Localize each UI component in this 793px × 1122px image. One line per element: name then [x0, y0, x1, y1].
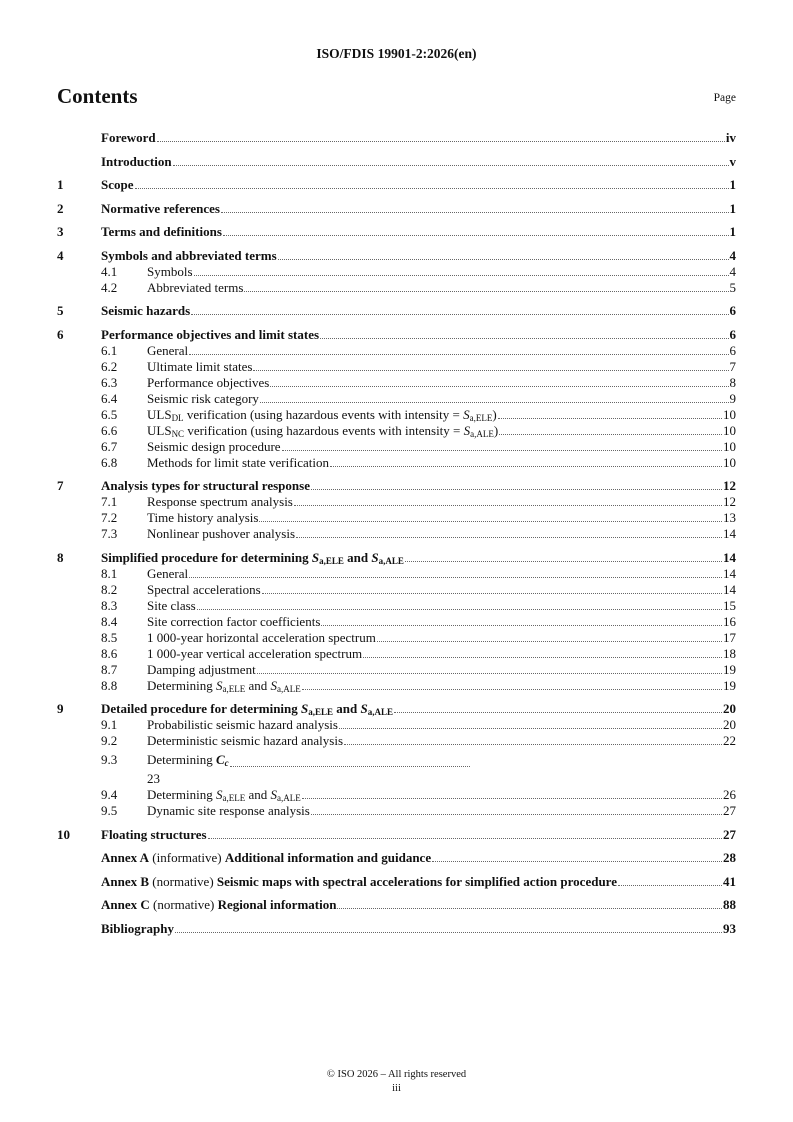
title-part: C: [215, 752, 225, 767]
toc-entry[interactable]: [57, 343, 736, 359]
document-header: ISO/FDIS 19901-2:2026(en): [316, 46, 477, 61]
toc-entry[interactable]: [57, 582, 736, 598]
toc-entry[interactable]: [57, 678, 736, 694]
entry-page-number[interactable]: 6: [729, 326, 736, 342]
title-part: S: [270, 787, 277, 802]
toc-entry[interactable]: [57, 614, 736, 630]
entry-page-number[interactable]: iv: [725, 130, 736, 145]
title-part: ): [493, 422, 499, 438]
title-part: Spectral accelerations: [147, 581, 261, 597]
dot-leader: [377, 641, 722, 642]
entry-page-number[interactable]: 4: [729, 263, 736, 279]
dot-leader: [339, 728, 722, 729]
entry-title[interactable]: [147, 494, 293, 510]
toc-entry[interactable]: [57, 201, 736, 217]
entry-title[interactable]: [101, 921, 174, 937]
title-part: General: [147, 565, 189, 581]
toc-entry[interactable]: [57, 874, 736, 890]
entry-number: 6.7: [101, 438, 118, 454]
title-part: Response spectrum analysis: [147, 494, 293, 509]
title-part: Seismic risk category: [147, 390, 259, 406]
entry-title[interactable]: [147, 733, 343, 749]
toc-entry[interactable]: [57, 455, 736, 471]
entry-page-number[interactable]: 23: [147, 771, 160, 786]
entry-number: 8.7: [101, 661, 118, 677]
title-part: Methods for limit state verification: [147, 454, 329, 470]
entry-title[interactable]: [147, 630, 376, 646]
entry-number: 6.5: [101, 406, 118, 422]
title-part: S: [463, 406, 470, 422]
entry-page-number[interactable]: 20: [723, 717, 736, 732]
title-part: Simplified procedure for determining: [101, 549, 312, 565]
dot-leader: [405, 561, 722, 562]
entry-page-number[interactable]: 20: [723, 701, 736, 716]
entry-number: 4: [57, 247, 64, 263]
entry-title[interactable]: [147, 526, 295, 542]
entry-page-number[interactable]: 14: [723, 549, 736, 565]
toc-entry[interactable]: [57, 827, 736, 843]
entry-title[interactable]: [147, 439, 281, 455]
title-part: Introduction: [101, 153, 172, 169]
toc-entry[interactable]: [57, 478, 736, 494]
title-part: Nonlinear pushover analysis: [147, 526, 296, 541]
entry-page-number[interactable]: 4: [729, 247, 736, 263]
toc-entry[interactable]: [57, 407, 736, 423]
entry-page-number[interactable]: 1: [729, 177, 736, 192]
dot-leader: [618, 885, 722, 886]
toc-entry[interactable]: [57, 717, 736, 733]
entry-page-number[interactable]: 10: [723, 438, 736, 454]
entry-number: 9.3: [101, 752, 118, 767]
entry-page-number[interactable]: 28: [723, 850, 736, 865]
entry-title[interactable]: [147, 343, 188, 359]
entry-number: 7.1: [101, 494, 118, 509]
title-part: S: [301, 701, 309, 716]
title-part: NC: [171, 428, 185, 439]
entry-number: 9: [57, 701, 64, 716]
toc-entry[interactable]: [57, 733, 736, 749]
title-part: S: [371, 549, 379, 565]
entry-number: 8.5: [101, 629, 118, 645]
title-part: a,ALE: [367, 707, 393, 717]
entry-number: 8.1: [101, 565, 118, 581]
page-title: Contents: [57, 84, 138, 108]
dot-leader: [197, 609, 722, 610]
toc-entry[interactable]: [57, 375, 736, 391]
entry-page-number[interactable]: 6: [729, 342, 736, 358]
dot-leader: [311, 489, 722, 490]
title-part: ULS: [147, 406, 172, 422]
entry-number: 9.1: [101, 717, 118, 732]
title-part: and: [343, 549, 372, 565]
entry-title[interactable]: [147, 717, 338, 733]
entry-title[interactable]: [101, 154, 172, 170]
entry-title[interactable]: [147, 391, 259, 407]
toc-entry[interactable]: [57, 303, 736, 319]
entry-page-number[interactable]: 93: [723, 920, 736, 936]
entry-page-number[interactable]: 7: [729, 358, 736, 374]
dot-leader: [262, 593, 722, 594]
title-part: Normative references: [101, 200, 220, 216]
entry-title[interactable]: [101, 701, 393, 717]
dot-leader: [230, 766, 470, 767]
dot-leader: [189, 577, 722, 578]
title-part: S: [215, 787, 223, 802]
dot-leader: [191, 314, 728, 315]
title-part: S: [463, 422, 471, 438]
toc-entry[interactable]: [57, 224, 736, 240]
dot-leader: [208, 838, 722, 839]
dot-leader: [296, 537, 722, 538]
dot-leader: [270, 386, 728, 387]
entry-page-number[interactable]: 26: [723, 787, 736, 802]
entry-page-number[interactable]: 8: [729, 374, 736, 390]
entry-number: 3: [57, 224, 64, 239]
page-footer: [0, 1068, 793, 1096]
entry-page-number[interactable]: 1: [729, 200, 736, 216]
entry-page-number[interactable]: 15: [723, 597, 736, 613]
title-part: Annex C: [101, 897, 150, 912]
title-part: Seismic hazards: [101, 303, 191, 318]
dot-leader: [189, 354, 728, 355]
table-of-contents: [57, 130, 736, 937]
toc-entry[interactable]: [57, 630, 736, 646]
entry-number: 9.4: [101, 787, 118, 802]
dot-leader: [173, 165, 729, 166]
copyright-notice: © ISO 2026 – All rights reserved: [326, 1069, 467, 1080]
title-part: ): [492, 406, 497, 422]
toc-entry[interactable]: [57, 391, 736, 407]
dot-leader: [344, 744, 722, 745]
title-part: Detailed procedure for determining: [101, 701, 302, 716]
toc-entry[interactable]: [57, 327, 736, 343]
toc-entry[interactable]: [57, 154, 736, 170]
entry-page-number[interactable]: 13: [723, 510, 736, 525]
entry-title[interactable]: [147, 662, 256, 678]
title-part: a,ELE: [222, 793, 246, 803]
title-part: c: [224, 758, 229, 768]
dot-leader: [175, 932, 722, 933]
entry-number: 9.2: [101, 733, 118, 748]
entry-page-number[interactable]: 18: [723, 645, 736, 661]
title-part: Performance objectives and limit states: [101, 326, 320, 342]
entry-title[interactable]: [147, 423, 498, 439]
toc-entry[interactable]: [57, 566, 736, 582]
title-part: S: [311, 549, 320, 565]
entry-number: 6.1: [101, 342, 118, 358]
title-part: Performance objectives: [147, 374, 270, 390]
toc-entry[interactable]: [57, 423, 736, 439]
toc-entry[interactable]: [57, 749, 736, 771]
entry-page-number[interactable]: 88: [723, 897, 736, 912]
entry-title[interactable]: [101, 897, 336, 913]
title-part: and: [245, 677, 271, 693]
toc-entry[interactable]: [57, 550, 736, 566]
entry-number: 6.8: [101, 454, 118, 470]
entry-page-number[interactable]: 10: [723, 422, 736, 438]
page-number: iii: [392, 1083, 401, 1094]
dot-leader: [337, 908, 722, 909]
entry-title[interactable]: [147, 510, 258, 526]
dot-leader: [223, 235, 729, 236]
title-part: S: [270, 677, 277, 693]
entry-number: 7.2: [101, 510, 118, 525]
title-part: S: [215, 677, 223, 693]
entry-number: 8.2: [101, 581, 118, 597]
title-part: Symbols and abbreviated terms: [101, 247, 277, 263]
entry-page-number[interactable]: 17: [723, 629, 736, 645]
entry-page-number[interactable]: 16: [723, 613, 736, 629]
title-part: ULS: [147, 422, 172, 438]
entry-number: 5: [57, 303, 64, 318]
title-part: 1 000-year vertical acceleration spectrum: [147, 645, 363, 661]
toc-entry[interactable]: [57, 598, 736, 614]
entry-title[interactable]: [101, 130, 156, 146]
dot-leader: [302, 798, 722, 799]
entry-title[interactable]: [101, 303, 190, 319]
title-part: (normative): [149, 873, 217, 889]
toc-entry[interactable]: [57, 359, 736, 375]
toc-entry[interactable]: [57, 177, 736, 193]
entry-title[interactable]: [147, 646, 362, 662]
title-part: General: [147, 342, 189, 358]
entry-title[interactable]: [147, 566, 188, 582]
entry-title[interactable]: [101, 850, 431, 866]
entry-page-number[interactable]: 14: [723, 581, 736, 597]
title-part: Seismic maps with spectral accelerations for simplified action procedure: [216, 873, 617, 889]
entry-title[interactable]: [147, 407, 497, 423]
entry-page-number[interactable]: 10: [723, 406, 736, 422]
title-part: verification (using hazardous events with intensity =: [184, 422, 464, 438]
dot-leader: [302, 689, 722, 690]
entry-title[interactable]: [147, 803, 310, 819]
entry-page-number[interactable]: 1: [729, 224, 736, 239]
entry-number: 8.6: [101, 645, 118, 661]
toc-entry[interactable]: [57, 921, 736, 937]
dot-leader: [363, 657, 722, 658]
toc-entry[interactable]: [57, 264, 736, 280]
title-part: Damping adjustment: [147, 661, 256, 677]
entry-title[interactable]: [147, 598, 196, 614]
dot-leader: [257, 673, 722, 674]
toc-entry[interactable]: [57, 803, 736, 819]
entry-number: 7.3: [101, 526, 118, 541]
entry-title[interactable]: [147, 264, 193, 280]
entry-number: 6.6: [101, 422, 118, 438]
dot-leader: [499, 434, 722, 435]
entry-title[interactable]: [101, 248, 277, 264]
entry-page-number[interactable]: 41: [723, 873, 736, 889]
title-part: Bibliography: [101, 920, 174, 936]
dot-leader: [294, 505, 722, 506]
title-part: a,ELE: [222, 683, 246, 694]
title-part: Symbols: [147, 263, 193, 279]
title-part: a,ALE: [378, 555, 404, 566]
title-part: DL: [171, 412, 184, 423]
title-part: a,ELE: [319, 555, 344, 566]
entry-title[interactable]: [101, 327, 319, 343]
entry-page-number[interactable]: 19: [723, 661, 736, 677]
dot-leader: [394, 712, 722, 713]
dot-leader: [135, 188, 729, 189]
toc-entry[interactable]: [57, 130, 736, 146]
title-part: Determining: [147, 677, 216, 693]
title-part: a,ALE: [470, 428, 494, 439]
entry-title[interactable]: [147, 678, 301, 694]
dot-leader: [157, 141, 725, 142]
dot-leader: [244, 291, 728, 292]
title-part: Time history analysis: [147, 510, 259, 525]
entry-number: 6.3: [101, 374, 118, 390]
title-part: Annex A: [101, 850, 150, 865]
entry-page-number[interactable]: v: [729, 153, 736, 169]
dot-leader: [278, 259, 729, 260]
toc-entry[interactable]: [57, 897, 736, 913]
title-part: Probabilistic seismic hazard analysis: [147, 717, 338, 732]
title-part: Scope: [101, 177, 134, 192]
title-part: Additional information and guidance: [224, 850, 432, 865]
toc-entry[interactable]: [57, 439, 736, 455]
title-part: a,ALE: [277, 683, 301, 694]
entry-page-number[interactable]: 6: [729, 303, 736, 318]
page-column-label: Page: [713, 92, 736, 104]
title-part: 1 000-year horizontal acceleration spectrum: [147, 629, 376, 645]
dot-leader: [320, 338, 728, 339]
toc-entry[interactable]: [57, 701, 736, 717]
entry-page-number[interactable]: 27: [723, 803, 736, 818]
entry-title[interactable]: [147, 749, 229, 771]
dot-leader: [260, 402, 729, 403]
entry-number: 8.3: [101, 597, 118, 613]
toc-entry[interactable]: [57, 646, 736, 662]
title-part: Regional information: [217, 897, 337, 912]
title-part: a,ALE: [277, 793, 301, 803]
entry-number: 4.2: [101, 279, 118, 295]
entry-number: 4.1: [101, 263, 118, 279]
entry-page-number[interactable]: 19: [723, 677, 736, 693]
entry-page-number[interactable]: 5: [729, 279, 736, 295]
entry-page-number[interactable]: 12: [723, 494, 736, 509]
title-part: a,ELE: [469, 412, 493, 423]
entry-number: 7: [57, 478, 64, 493]
title-part: Abbreviated terms: [147, 279, 244, 295]
toc-entry[interactable]: [57, 248, 736, 264]
dot-leader: [311, 814, 722, 815]
title-part: Deterministic seismic hazard analysis: [147, 733, 344, 748]
title-part: Site class: [147, 597, 196, 613]
entry-number: 2: [57, 200, 64, 216]
entry-title[interactable]: [147, 614, 320, 630]
dot-leader: [321, 625, 722, 626]
entry-title[interactable]: [101, 550, 404, 566]
entry-number: 8.4: [101, 613, 118, 629]
entry-page-number[interactable]: 14: [723, 565, 736, 581]
title-part: Annex B: [101, 873, 150, 889]
entry-title[interactable]: [101, 478, 310, 494]
entry-page-number[interactable]: 12: [723, 478, 736, 493]
toc-entry[interactable]: [57, 662, 736, 678]
dot-leader: [221, 212, 729, 213]
title-part: Floating structures: [101, 826, 207, 842]
dot-leader: [253, 370, 728, 371]
entry-number: 6.4: [101, 390, 118, 406]
toc-entry[interactable]: [57, 510, 736, 526]
toc-entry[interactable]: [57, 280, 736, 296]
entry-title[interactable]: [147, 582, 261, 598]
entry-number: 8.8: [101, 677, 118, 693]
dot-leader: [259, 521, 722, 522]
title-part: and: [333, 701, 361, 716]
entry-title[interactable]: [101, 224, 222, 240]
title-part: Analysis types for structural response: [101, 478, 310, 493]
dot-leader: [282, 450, 722, 451]
entry-number: 6.2: [101, 358, 118, 374]
entry-title[interactable]: [147, 375, 269, 391]
entry-number: 8: [57, 549, 64, 565]
dot-leader: [432, 861, 722, 862]
title-part: (informative): [149, 850, 225, 865]
title-part: (normative): [149, 897, 218, 912]
entry-number: 9.5: [101, 803, 118, 818]
entry-page-number[interactable]: 22: [723, 733, 736, 748]
title-part: and: [245, 787, 271, 802]
title-part: Seismic design procedure: [147, 438, 281, 454]
entry-page-number[interactable]: 27: [723, 826, 736, 842]
entry-title[interactable]: [147, 455, 329, 471]
entry-title[interactable]: [101, 827, 207, 843]
title-part: verification (using hazardous events with intensity =: [183, 406, 464, 422]
title-part: Determining: [147, 787, 216, 802]
title-part: Dynamic site response analysis: [147, 803, 310, 818]
entry-page-number[interactable]: 9: [729, 390, 736, 406]
toc-entry[interactable]: [57, 494, 736, 510]
entry-page-number[interactable]: 14: [723, 526, 736, 541]
entry-title[interactable]: [147, 359, 252, 375]
title-part: Foreword: [101, 130, 156, 145]
entry-title[interactable]: [147, 787, 301, 803]
entry-title[interactable]: [101, 201, 220, 217]
toc-entry[interactable]: [57, 526, 736, 542]
dot-leader: [330, 466, 722, 467]
entry-number: 1: [57, 177, 64, 192]
entry-title[interactable]: [101, 874, 617, 890]
dot-leader: [194, 275, 729, 276]
title-part: Site correction factor coefficients: [147, 613, 321, 629]
title-part: Determining: [147, 752, 216, 767]
entry-number: 10: [57, 826, 70, 842]
dot-leader: [498, 418, 722, 419]
title-part: Terms and definitions: [101, 224, 222, 239]
toc-entry[interactable]: [57, 787, 736, 803]
entry-page-number[interactable]: 10: [723, 454, 736, 470]
title-part: Ultimate limit states: [147, 358, 253, 374]
toc-entry[interactable]: [57, 850, 736, 866]
title-part: a,ELE: [308, 707, 334, 717]
title-part: S: [360, 701, 368, 716]
entry-number: 6: [57, 326, 64, 342]
entry-title[interactable]: [147, 280, 243, 296]
entry-title[interactable]: [101, 177, 134, 193]
